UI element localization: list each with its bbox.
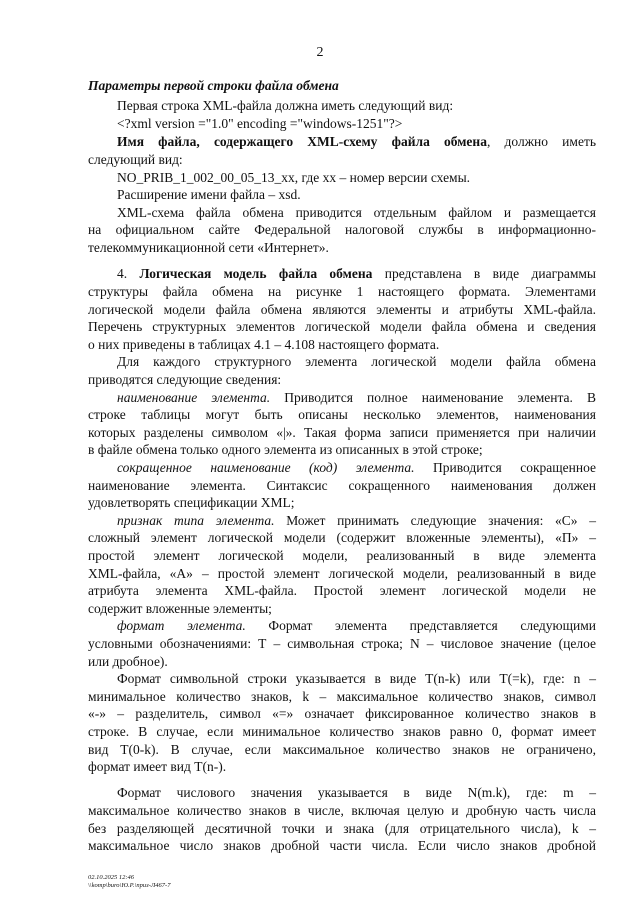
text-line: в файле обмена только одного элемента из описанных в этой строке; (88, 442, 483, 457)
text-line: формат имеет вид Т(n-). (88, 759, 227, 774)
text-line: или дробное). (88, 654, 168, 669)
text-line: наименование элемента. Синтаксис сокращенного наименования должен (88, 478, 596, 493)
text-fragment: Может принимать следующие значения: «С» – (274, 513, 596, 528)
text-line: о них приведены в таблицах 4.1 – 4.108 настоящего формата. (88, 337, 440, 352)
text-line: Для каждого структурного элемента логической модели файла обмена (117, 354, 596, 369)
text-line: Формат числового значения указывается в виде N(m.k), где: m – (117, 785, 596, 800)
text-line (117, 459, 596, 476)
footer-path: \\komp\buro\Ю.Р.\приз-Л467-7 (88, 882, 171, 889)
text-line: NO_PRIB_1_002_00_05_13_xx, где xx – номер версии схемы. (117, 170, 471, 185)
text-fragment: представлена в виде диаграммы (372, 266, 596, 281)
xml-declaration: <?xml version ="1.0" encoding ="windows-1251"?> (117, 116, 403, 131)
text-line (117, 617, 596, 634)
text-line: телекоммуникационной сети «Интернет». (88, 240, 329, 255)
text-line: XML-схема файла обмена приводится отдельным файлом и размещается (117, 205, 596, 220)
text-line (117, 389, 596, 406)
text-fragment: Приводится полное наименование элемента. В (270, 390, 596, 405)
text-line (117, 512, 596, 529)
text-fragment: 4. (117, 266, 140, 281)
text-line: которых разделены символом «|». Такая форма записи применяется при наличии (88, 425, 596, 440)
text-line: максимальное количество знаков в числе, включая целую и дробную часть числа (88, 803, 596, 818)
page-number: 2 (316, 45, 324, 60)
text-line: на официальном сайте Федеральной налоговой службы в информационно- (88, 222, 596, 237)
text-line (117, 265, 596, 282)
text-line: приводятся следующие сведения: (88, 372, 282, 387)
italic-term: наименование элемента. (117, 390, 271, 405)
text-line: атрибута элемента XML-файла. Простой элемент логической модели не (88, 583, 596, 598)
bold-term: Имя файла, содержащего XML-схему файла обмена (117, 134, 487, 149)
text-line: «-» – разделитель, символ «=» означает фиксированное количество знаков в (88, 706, 596, 721)
text-line: Перечень структурных элементов логической модели файла обмена и сведения (88, 319, 596, 334)
text-line: максимальное число знаков дробной части числа. Если число знаков дробной (88, 838, 596, 853)
text-line: удовлетворять спецификации XML; (88, 495, 295, 510)
text-line: строке таблицы могут быть описаны несколько элементов, наименования (88, 407, 596, 422)
text-line: содержит вложенные элементы; (88, 601, 272, 616)
text-line: строке. В случае, если минимальное количество знаков равно 0, формат имеет (88, 724, 596, 739)
bold-term: Логическая модель файла обмена (139, 266, 373, 281)
text-fragment: Приводится сокращенное (414, 460, 597, 475)
italic-term: признак типа элемента. (117, 513, 275, 528)
footer-date: 02.10.2025 12:46 (88, 874, 135, 881)
italic-term: формат элемента. (117, 618, 246, 633)
text-line: без разделяющей десятичной точки и знака (для отрицательного числа), k – (88, 821, 596, 836)
text-fragment: Формат элемента представляется следующими (245, 618, 596, 633)
text-line (117, 133, 596, 150)
text-line: Первая строка XML-файла должна иметь следующий вид: (117, 98, 454, 113)
text-line: простой элемент логической модели, реализованный в виде элемента (88, 548, 596, 563)
text-line: структуры файла обмена на рисунке 1 настоящего формата. Элементами (88, 284, 596, 299)
text-line: следующий вид: (88, 152, 183, 167)
text-line: Расширение имени файла – xsd. (117, 187, 301, 202)
text-line: минимальное количество знаков, k – максимальное количество знаков, символ (88, 689, 596, 704)
text-line: XML-файла, «А» – простой элемент логической модели, реализованный в виде (88, 566, 596, 581)
text-line: вид Т(0-k). В случае, если максимальное количество знаков не ограничено, (88, 742, 596, 757)
text-line: сложный элемент логической модели (содержит вложенные элементы), «П» – (88, 530, 596, 545)
text-line: логической модели файла обмена являются элементы и атрибуты XML-файла. (88, 302, 596, 317)
text-line: Формат символьной строки указывается в виде Т(n-k) или Т(=k), где: n – (117, 671, 596, 686)
italic-term: сокращенное наименование (код) элемента. (117, 460, 415, 475)
text-fragment: , должно иметь (486, 134, 596, 149)
section-heading: Параметры первой строки файла обмена (88, 78, 339, 93)
text-line: условными обозначениями: Т – символьная строка; N – числовое значение (целое (88, 636, 596, 651)
